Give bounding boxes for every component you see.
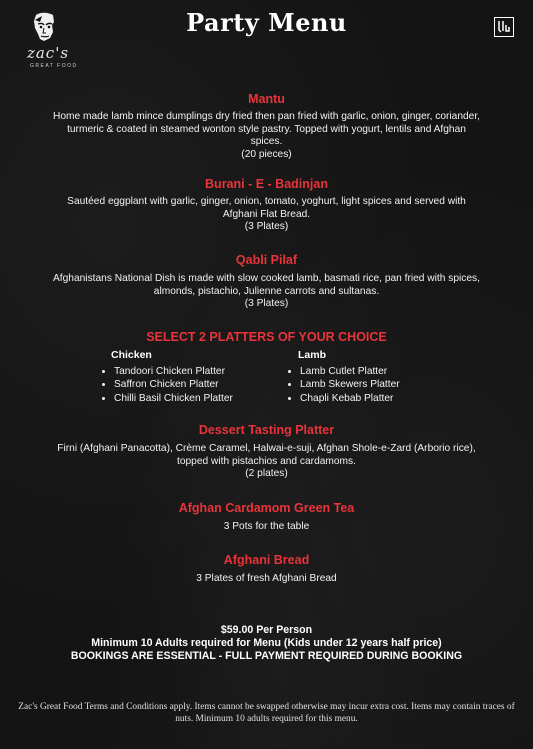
bread-heading: Afghani Bread xyxy=(223,553,310,567)
list-item: • Lamb Skewers Platter xyxy=(300,378,400,391)
section-heading-mantu: Mantu xyxy=(248,92,285,106)
mantu-quantity: (20 pieces) xyxy=(241,148,292,160)
list-item: • Tandoori Chicken Platter xyxy=(114,365,233,378)
qabli-quantity: (3 Plates) xyxy=(244,298,289,310)
section-heading-qabli-pilaf: Qabli Pilaf xyxy=(235,253,298,267)
bread-description: 3 Plates of fresh Afghani Bread xyxy=(196,573,337,584)
bookings-essential-note: BOOKINGS ARE ESSENTIAL - FULL PAYMENT REQUIRED DURING BOOKING xyxy=(70,650,463,662)
qabli-description: Afghanistans National Dish is made with slow cooked lamb, basmati rice, pan fried with spices, almonds, pistachio, Julienne carrots and sultanas. xyxy=(53,273,480,297)
section-description-qabli-pilaf xyxy=(50,273,483,311)
dessert-heading: Dessert Tasting Platter xyxy=(198,423,335,437)
section-description-mantu xyxy=(50,111,483,161)
lamb-column-title: Lamb xyxy=(298,349,327,361)
dessert-quantity: (2 plates) xyxy=(245,468,288,480)
section-heading-burani: Burani - E - Badinjan xyxy=(205,177,328,191)
tea-description: 3 Pots for the table xyxy=(223,521,310,532)
dietary-badge xyxy=(494,17,514,37)
platters-heading: SELECT 2 PLATTERS OF YOUR CHOICE xyxy=(146,330,387,344)
price-per-person: $59.00 Per Person xyxy=(220,624,313,636)
burani-description: Sautéed eggplant with garlic, ginger, onion, tomato, yoghurt, light spices and served with Afghani Flat Bread. xyxy=(67,196,466,220)
chicken-column-title: Chicken xyxy=(111,349,152,361)
page-title: Party Menu xyxy=(186,8,347,37)
logo-tagline: GREAT FOOD xyxy=(30,63,78,69)
minimum-adults-note: Minimum 10 Adults required for Menu (Kids under 12 years half price) xyxy=(91,637,442,649)
tea-heading: Afghan Cardamom Green Tea xyxy=(178,501,355,515)
list-item: • Lamb Cutlet Platter xyxy=(300,365,400,378)
section-description-burani xyxy=(50,196,483,234)
chicken-platter-list xyxy=(100,365,233,405)
terms-and-conditions: Zac's Great Food Terms and Conditions apply. Items cannot be swapped otherwise may incur extra cost. Items may contain traces of nuts. Minimum 10 adults required for this menu. xyxy=(18,702,515,724)
dessert-text: Firni (Afghani Panacotta), Crème Caramel, Halwai-e-suji, Afghan Shole-e-Zard (Arborio rice), topped with pistachios and cardamoms. xyxy=(57,443,476,467)
lamb-platter-list xyxy=(286,365,400,405)
list-item: • Chilli Basil Chicken Platter xyxy=(114,392,233,405)
mantu-description: Home made lamb mince dumplings dry fried then pan fried with garlic, onion, ginger, coriander, turmeric & coated in steamed wonton style pastry. Topped with yogurt, lentils and Afghan spices. xyxy=(53,111,480,148)
list-item: • Chapli Kebab Platter xyxy=(300,392,400,405)
dessert-description xyxy=(50,443,483,481)
logo-script: zac's xyxy=(26,44,70,62)
halal-icon xyxy=(495,18,512,35)
list-item: • Saffron Chicken Platter xyxy=(114,378,233,391)
burani-quantity: (3 Plates) xyxy=(244,221,289,233)
